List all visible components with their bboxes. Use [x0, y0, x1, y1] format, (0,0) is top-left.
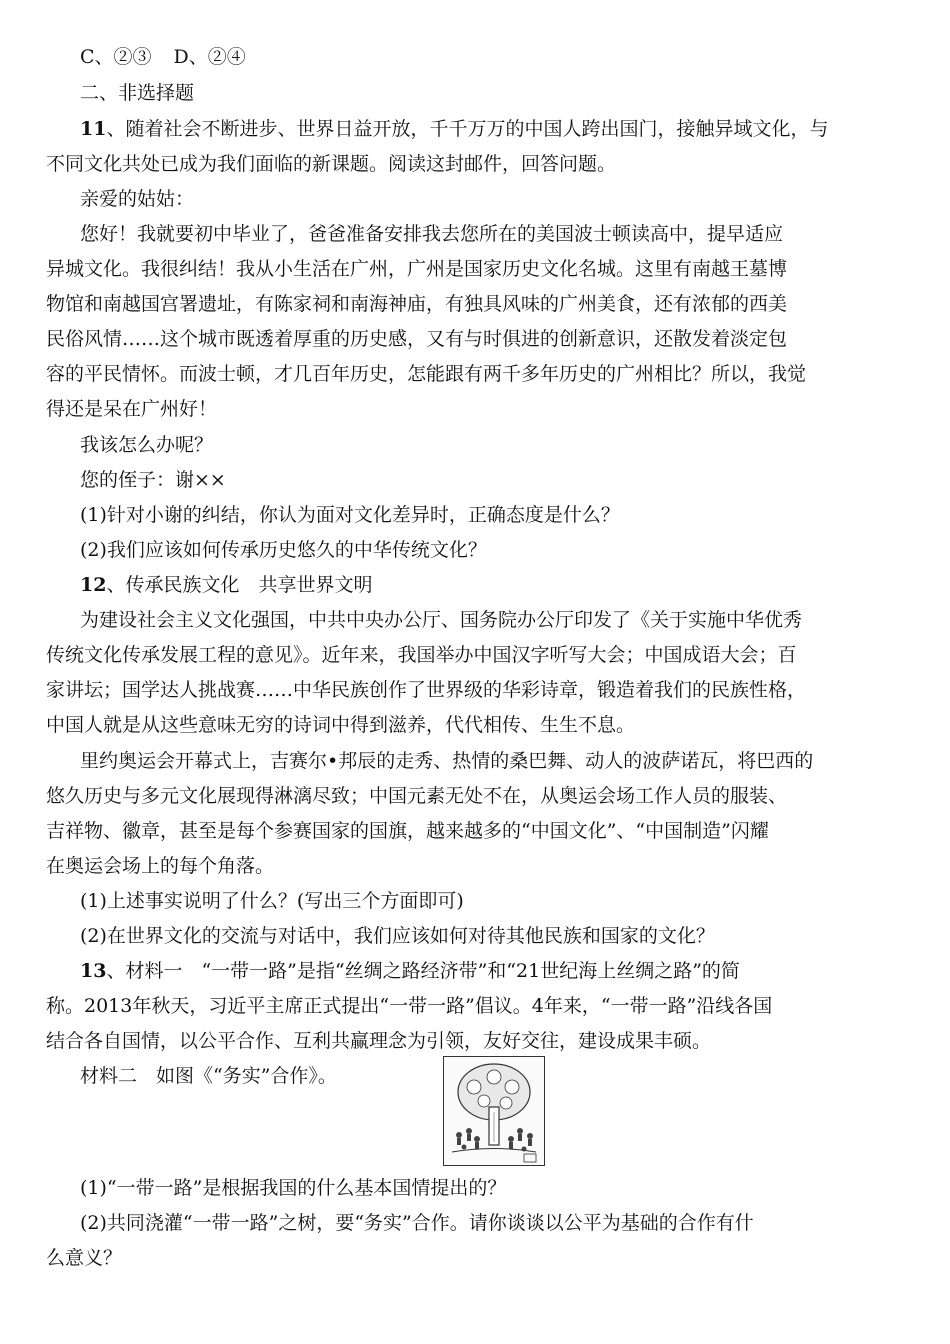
q11-signature: 您的侄子：谢×× — [80, 469, 226, 491]
q12-para2-line: 吉祥物、徽章，甚至是每个参赛国家的国旗，越来越多的“中国文化”、“中国制造”闪耀 — [46, 820, 769, 842]
q13-material-2: 材料二 如图《“务实”合作》。 — [80, 1065, 337, 1087]
option-d: D、②④ — [173, 46, 246, 68]
q12-sub-question-1: (1)上述事实说明了什么？(写出三个方面即可) — [80, 890, 464, 912]
option-line — [80, 42, 246, 72]
q11-letter-line: 容的平民情怀。而波士顿，才几百年历史，怎能跟有两千多年历史的广州相比？所以，我觉 — [46, 363, 807, 385]
section-title: 二、非选择题 — [80, 82, 195, 104]
q11-intro-line-1: 11、随着社会不断进步、世界日益开放，千千万万的中国人跨出国门，接触异域文化，与 — [80, 118, 829, 140]
q13-number: 13 — [80, 960, 107, 982]
q11-question-line: 我该怎么办呢？ — [80, 434, 214, 456]
q13-sub-question-2-line-1: (2)共同浇灌“一带一路”之树，要“务实”合作。请你谈谈以公平为基础的合作有什 — [80, 1212, 754, 1234]
q13-sub-question-1: (1)“一带一路”是根据我国的什么基本国情提出的？ — [80, 1177, 507, 1199]
q11-sub-question-1: (1)针对小谢的纠结，你认为面对文化差异时，正确态度是什么？ — [80, 504, 620, 526]
q13-material-1-line-3: 结合各自国情，以公平合作、互利共赢理念为引领，友好交往，建设成果丰硕。 — [46, 1030, 712, 1052]
tree-illustration-icon — [444, 1057, 544, 1165]
q11-letter-line: 异城文化。我很纠结！我从小生活在广州，广州是国家历史文化名城。这里有南越王墓博 — [46, 258, 788, 280]
q12-title: 12、传承民族文化 共享世界文明 — [80, 574, 373, 596]
q12-para2-line: 悠久历史与多元文化展现得淋漓尽致；中国元素无处不在，从奥运会场工作人员的服装、 — [46, 785, 788, 807]
cartoon-tree-figure — [443, 1056, 545, 1166]
q12-para1-line: 传统文化传承发展工程的意见》。近年来，我国举办中国汉字听写大会；中国成语大会；百 — [46, 644, 797, 666]
q12-para1-line: 为建设社会主义文化强国，中共中央办公厅、国务院办公厅印发了《关于实施中华优秀 — [80, 609, 803, 631]
q11-letter-line: 民俗风情……这个城市既透着厚重的历史感，又有与时俱进的创新意识，还散发着淡定包 — [46, 328, 788, 350]
q12-para1-line: 中国人就是从这些意味无穷的诗词中得到滋养，代代相传、生生不息。 — [46, 714, 636, 736]
q13-sub-question-2-line-2: 么意义？ — [46, 1247, 123, 1269]
q11-letter-line: 得还是呆在广州好！ — [46, 398, 218, 420]
q12-para2-line: 在奥运会场上的每个角落。 — [46, 855, 275, 877]
q12-sub-question-2: (2)在世界文化的交流与对话中，我们应该如何对待其他民族和国家的文化？ — [80, 925, 715, 947]
q12-para2-line: 里约奥运会开幕式上，吉赛尔•邦辰的走秀、热情的桑巴舞、动人的波萨诺瓦，将巴西的 — [80, 750, 814, 772]
q11-letter-line: 您好！我就要初中毕业了，爸爸准备安排我去您所在的美国波士顿读高中，提早适应 — [80, 223, 784, 245]
q11-intro-line-2: 不同文化共处已成为我们面临的新课题。阅读这封邮件，回答问题。 — [46, 153, 617, 175]
q11-letter-line: 物馆和南越国宫署遗址，有陈家祠和南海神庙，有独具风味的广州美食，还有浓郁的西美 — [46, 293, 788, 315]
q11-salutation: 亲爱的姑姑： — [80, 188, 195, 210]
q11-number: 11 — [80, 118, 107, 140]
q11-sub-question-2: (2)我们应该如何传承历史悠久的中华传统文化？ — [80, 539, 487, 561]
q13-material-1-line-2: 称。2013年秋天，习近平主席正式提出“一带一路”倡议。4年来，“一带一路”沿线各国 — [46, 995, 773, 1017]
q12-number: 12 — [80, 574, 107, 596]
q13-material-1-line-1: 13、材料一 “一带一路”是指“丝绸之路经济带”和“21世纪海上丝绸之路”的简 — [80, 960, 740, 982]
q12-para1-line: 家讲坛；国学达人挑战赛……中华民族创作了世界级的华彩诗章，锻造着我们的民族性格， — [46, 679, 807, 701]
option-c: C、②③ — [80, 46, 152, 68]
